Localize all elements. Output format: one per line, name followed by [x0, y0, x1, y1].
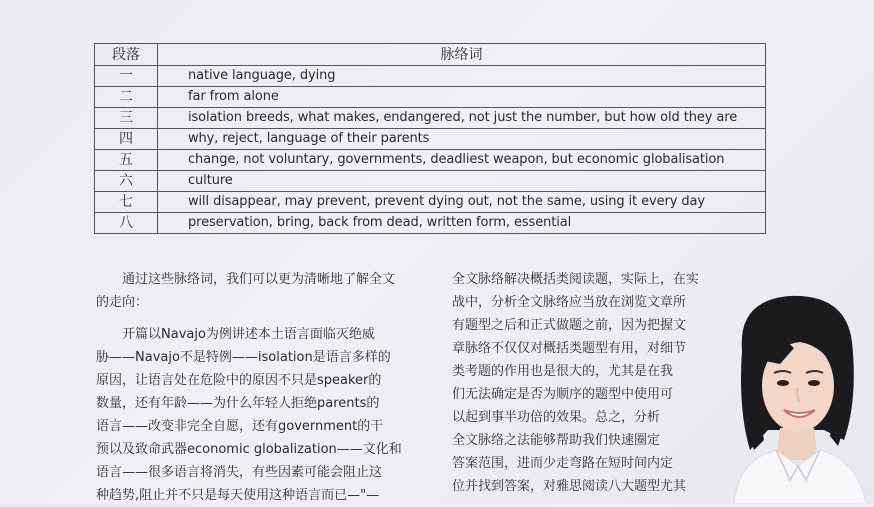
text-line: 章脉络不仅仅对概括类题型有用，对细节 — [452, 341, 687, 356]
table-row — [95, 192, 766, 213]
paragraph-number: 二 — [95, 87, 158, 108]
keywords-cell: change, not voluntary, governments, deadliest weapon, but economic globalisation — [158, 150, 766, 171]
keywords-cell: native language, dying — [158, 66, 766, 87]
table-row — [95, 213, 766, 234]
text-line: 开篇以Navajo为例讲述本土语言面临灭绝威 — [96, 327, 375, 342]
text-line: 位并找到答案，对雅思阅读八大题型尤其 — [452, 479, 687, 494]
keywords-cell: preservation, bring, back from dead, written form, essential — [158, 213, 766, 234]
keywords-cell: culture — [158, 171, 766, 192]
text-line: 语言——很多语言将消失，有些因素可能会阻止这 — [96, 465, 383, 480]
paragraph-number: 四 — [95, 129, 158, 150]
table-row — [95, 171, 766, 192]
text-line: 以起到事半功倍的效果。总之，分析 — [452, 410, 661, 425]
keywords-cell: isolation breeds, what makes, endangered, not just the number, but how old they are — [158, 108, 766, 129]
text-line: 的走向： — [96, 295, 149, 310]
paragraph-number: 三 — [95, 108, 158, 129]
text-line: 预以及致命武器economic globalization——文化和 — [96, 442, 402, 457]
table-header-row — [95, 44, 766, 66]
paragraph-number: 七 — [95, 192, 158, 213]
table-row — [95, 108, 766, 129]
text-line: 语言——改变非完全自愿，还有government的干 — [96, 419, 384, 434]
summary-paragraph — [96, 323, 428, 507]
table-row — [95, 87, 766, 108]
paragraph-number: 六 — [95, 171, 158, 192]
author-portrait — [720, 290, 874, 504]
table-row — [95, 150, 766, 171]
text-line: 有题型之后和正式做题之前，因为把握文 — [452, 318, 687, 333]
text-line: 种趋势,阻止并不只是每天使用这种语言而已—"— — [96, 488, 380, 503]
table-row — [95, 129, 766, 150]
text-line: 全文脉络解决概括类阅读题，实际上，在实 — [452, 272, 700, 287]
text-line: 胁——Navajo不是特例——isolation是语言多样的 — [96, 350, 391, 365]
keywords-cell: why, reject, language of their parents — [158, 129, 766, 150]
left-text-column — [96, 268, 428, 507]
text-line: 类考题的作用也是很大的，尤其是在我 — [452, 364, 674, 379]
text-line: 战中，分析全文脉络应当放在浏览文章所 — [452, 295, 687, 310]
keywords-cell: will disappear, may prevent, prevent dying out, not the same, using it every day — [158, 192, 766, 213]
keyword-table — [94, 43, 766, 234]
header-keywords: 脉络词 — [158, 44, 766, 66]
text-line: 全文脉络之法能够帮助我们快速圈定 — [452, 433, 661, 448]
paragraph-number: 八 — [95, 213, 158, 234]
intro-paragraph — [96, 268, 428, 314]
table-row — [95, 66, 766, 87]
text-line: 通过这些脉络词，我们可以更为清晰地了解全文 — [96, 272, 396, 287]
paragraph-number: 五 — [95, 150, 158, 171]
header-paragraph: 段落 — [95, 44, 158, 66]
text-line: 答案范围，进而少走弯路在短时间内定 — [452, 456, 674, 471]
keywords-cell: far from alone — [158, 87, 766, 108]
paragraph-number: 一 — [95, 66, 158, 87]
text-line: 们无法确定是否为顺序的题型中使用可 — [452, 387, 674, 402]
text-line: 原因，让语言处在危险中的原因不只是speaker的 — [96, 373, 382, 388]
right-text-column — [452, 268, 734, 498]
text-line: 数量，还有年龄——为什么年轻人拒绝parents的 — [96, 396, 380, 411]
